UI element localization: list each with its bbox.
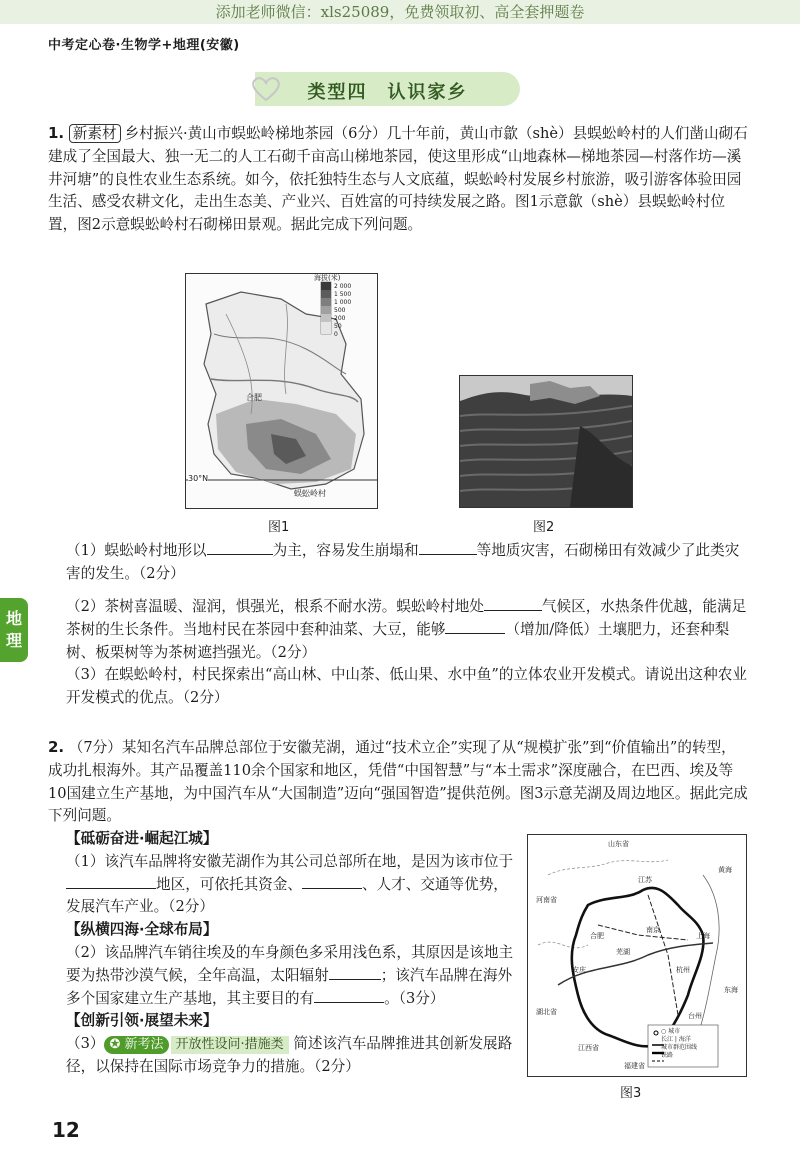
answer-blank[interactable] — [314, 988, 384, 1003]
latitude-label: 30°N — [188, 474, 209, 483]
answer-blank[interactable] — [445, 619, 505, 634]
map-label: 台州 — [688, 1012, 702, 1020]
map-label: 福建省 — [624, 1062, 645, 1070]
legend-title: 海拔(米) — [314, 274, 341, 282]
text-span: （3） — [66, 1035, 105, 1053]
map-label: 东海 — [724, 986, 738, 994]
text-span: （1）该汽车品牌将安徽芜湖作为其公司总部所在地，是因为该市位于 — [66, 852, 514, 870]
subsection-heading: 【砥砺奋进·崛起江城】 — [66, 830, 218, 847]
map-label: 黄海 — [718, 866, 732, 874]
text-span: 为主，容易发生崩塌和 — [272, 542, 419, 559]
question-1-intro — [48, 122, 748, 237]
legend-entry: 长江 | 海洋 — [661, 1036, 691, 1043]
answer-blank[interactable] — [207, 540, 273, 555]
answer-blank[interactable] — [302, 874, 362, 889]
top-banner: 添加老师微信：xls25089，免费领取初、高全套押题卷 — [0, 0, 800, 24]
legend-value: 1 000 — [334, 299, 352, 306]
question-number: 1. — [48, 124, 65, 142]
question-text: 乡村振兴·黄山市蜈蚣岭梯地茶园（6分）几十年前，黄山市歙（shè）县蜈蚣岭村的人们凿山砌石建成了全国最大、独一无二的人工石砌千亩高山梯地茶园，使这里形成“山地森林—梯地茶园—村落作坊—溪井河塘”的良性农业生态系统。如今，依托独特生态与人文底蕴，蜈蚣岭村发展乡村旅游，吸引游客体验田园生活、感受农耕文化，走出生态美、产业兴、百姓富的可持续发展之路。图1示意歙（shè）县蜈蚣岭村位置，图2示意蜈蚣岭村石砌梯田景观。据此完成下列问题。 — [48, 125, 748, 234]
figure-1-caption: 图1 — [268, 520, 290, 535]
lightbulb-icon: ✪ — [109, 1037, 121, 1053]
question-text: （7分）某知名汽车品牌总部位于安徽芜湖，通过“技术立企”实现了从“规模扩张”到“价值输出”的转型，成功扎根海外。其产品覆盖110余个国家和地区，凭借“中国智慧”与“本土需求”深度融合，在巴西、埃及等10国建立生产基地，为中国汽车从“大国制造”迈向“强国智造”提供范例。图3示意芜湖及周边地区。据此完成下列问题。 — [48, 739, 748, 825]
question-1-part-3: （3）在蜈蚣岭村，村民探索出“高山林、中山茶、低山果、水中鱼”的立体农业开发模式。请说出这种农业开发模式的优点。（2分） — [66, 666, 747, 706]
legend-value: 500 — [334, 307, 346, 314]
legend-value: 2 000 — [334, 283, 352, 290]
map-label: 南京 — [646, 926, 660, 934]
map-label: 杭州 — [676, 966, 690, 974]
legend-entry: ○ 城市 — [661, 1028, 681, 1035]
section-title: 类型四 认识家乡 — [307, 82, 468, 103]
city-label: 合肥 — [246, 393, 262, 402]
figure-3-caption: 图3 — [620, 1086, 642, 1101]
answer-blank[interactable] — [419, 540, 477, 555]
legend-value: 0 — [334, 331, 338, 338]
terraced-fields-photo — [460, 376, 632, 507]
question-2-intro — [48, 736, 750, 828]
question-1-part-1 — [66, 540, 750, 586]
map-label: 合肥 — [590, 932, 604, 940]
answer-blank[interactable] — [66, 874, 156, 889]
legend-value: 1 500 — [334, 291, 352, 298]
subsection-heading: 【纵横四海·全球布局】 — [66, 921, 218, 939]
legend-value: 200 — [334, 315, 346, 322]
question-2-part-2 — [66, 942, 516, 1010]
map-label: 江西省 — [578, 1044, 599, 1052]
text-span: （1）蜈蚣岭村地形以 — [66, 542, 207, 559]
figure-2-photo — [459, 375, 633, 508]
text-span: ；该汽车品牌在海外多个国家建立生产基地，其主要目的有 — [66, 966, 513, 1007]
question-2-part-1 — [66, 851, 516, 919]
figure-2-caption: 图2 — [533, 520, 555, 535]
question-2-parts — [66, 828, 516, 1079]
village-label: 蜈蚣岭村 — [294, 489, 326, 498]
map-label: 山东省 — [608, 840, 629, 848]
question-1-part-2 — [66, 596, 750, 664]
question-2-part-3 — [66, 1033, 516, 1079]
text-span: 气候区，水热条件优越，能满足茶树的生长条件。当地村民在茶园中套种油菜、大豆，能够 — [66, 598, 747, 638]
running-header: 中考定心卷·生物学+地理(安徽) — [48, 38, 240, 53]
text-span: 等地质灾害，石砌梯田有效减少了此类灾害的发生。（2分） — [66, 542, 740, 582]
section-title-bar — [255, 72, 520, 106]
subject-side-tab — [0, 598, 28, 662]
map-label: 湖北省 — [536, 1008, 557, 1016]
text-span: （2）该品牌汽车销往埃及的车身颜色多采用浅色系，其原因是该地主要为热带沙漠气候，全年高温，太阳辐射 — [66, 943, 514, 984]
text-span: 、人才、交通等优势，发展汽车产业。（2分） — [66, 875, 508, 916]
text-span: （2）茶树喜温暖、湿润，惧强光，根系不耐水涝。蜈蚣岭村地处 — [66, 598, 484, 615]
text-span: （增加/降低）土壤肥力，还套种梨树、板栗树等为茶树遮挡强光。（2分） — [66, 620, 730, 661]
map-label: 安庆 — [572, 966, 586, 974]
map-label: 上海 — [696, 932, 710, 940]
side-tab-label: 地理 — [6, 609, 23, 650]
badge-label: 新考法 — [124, 1037, 164, 1053]
new-exam-badge — [104, 1036, 168, 1054]
figure-3-map — [527, 834, 747, 1077]
legend-entry: 铁路 — [661, 1052, 674, 1059]
map-label: 河南省 — [536, 896, 557, 904]
legend-value: 50 — [334, 323, 342, 330]
answer-blank[interactable] — [329, 965, 381, 980]
answer-blank[interactable] — [484, 596, 542, 611]
text-span: 。（3分） — [384, 989, 445, 1007]
legend-values — [334, 283, 351, 339]
map-legend — [661, 1028, 697, 1060]
regional-map-image — [528, 835, 746, 1076]
map-label: 芜湖 — [616, 948, 630, 956]
subsection-heading: 【创新引领·展望未来】 — [66, 1012, 218, 1030]
page-number: 12 — [52, 1118, 80, 1142]
figure-1-map — [185, 273, 378, 509]
map-label: 江苏 — [638, 876, 652, 884]
question-number: 2. — [48, 738, 65, 756]
text-span: 地区，可依托其资金、 — [156, 875, 302, 893]
new-material-tag: 新素材 — [69, 124, 121, 143]
question-type-tag: 开放性设问·措施类 — [171, 1036, 289, 1054]
legend-entry: 城市群范围线 — [661, 1044, 698, 1051]
text-span: 简述该汽车品牌推进其创新发展路径，以保持在国际市场竞争力的措施。（2分） — [66, 1035, 513, 1075]
